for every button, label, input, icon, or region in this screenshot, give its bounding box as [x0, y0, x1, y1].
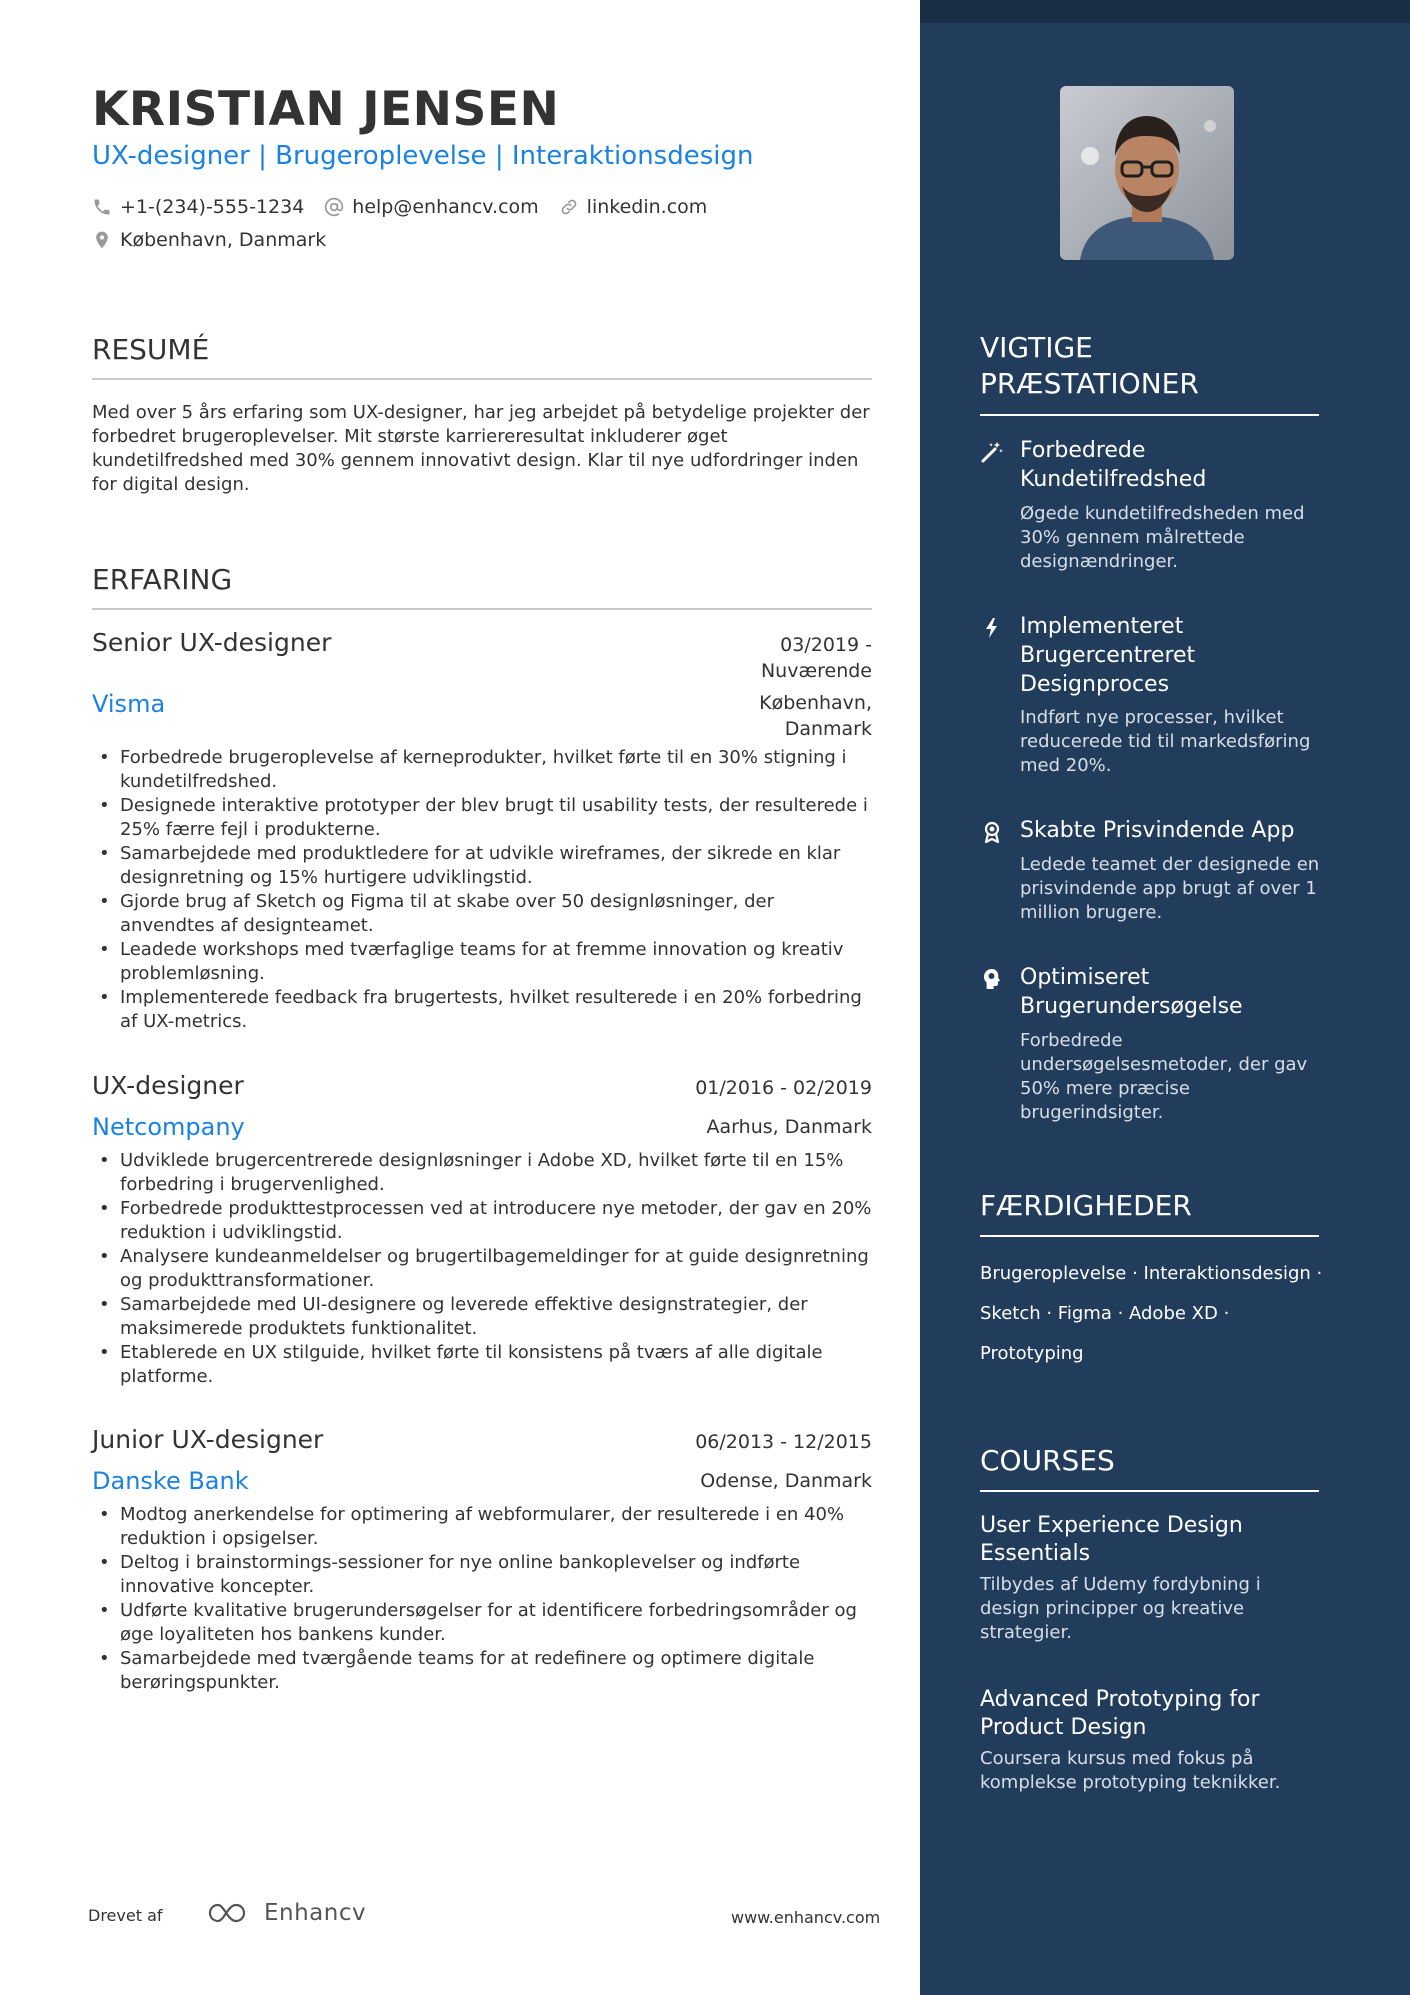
list-item: • Samarbejdede med tværgående teams for at redefinere og optimere digitale berøringspunkter. — [120, 1647, 872, 1695]
job-date: 01/2016 - 02/2019 — [695, 1077, 872, 1099]
map-pin-icon — [92, 230, 112, 250]
courses-heading: COURSES — [980, 1444, 1115, 1477]
job-title: Junior UX-designer — [92, 1425, 324, 1454]
job-bullets — [92, 746, 872, 1034]
list-item: • Etablerede en UX stilguide, hvilket førte til konsistens på tværs af alle digitale platforme. — [120, 1341, 872, 1389]
job-company: Visma — [92, 690, 166, 718]
list-item: • Samarbejdede med UI-designere og leverede effektive designstrategier, der maksimerede produktets funktionalitet. — [120, 1293, 872, 1341]
achievement-title: Optimiseret Brugerundersøgelse — [1020, 965, 1243, 1019]
achievement-title: Implementeret Brugercentreret Designproces — [1020, 614, 1196, 697]
job-date: 06/2013 - 12/2015 — [695, 1431, 872, 1453]
experience-heading: ERFARING — [92, 563, 233, 596]
email-text: help@enhancv.com — [352, 196, 539, 218]
at-sign-icon — [324, 197, 344, 217]
job-location: Aarhus, Danmark — [706, 1116, 872, 1138]
footer-url[interactable]: www.enhancv.com — [731, 1908, 881, 1927]
course-description: Tilbydes af Udemy fordybning i design principper og kreative strategier. — [980, 1574, 1261, 1643]
job-company: Netcompany — [92, 1113, 245, 1141]
achievements-divider — [980, 414, 1319, 416]
list-item: • Udviklede brugercentrerede designløsninger i Adobe XD, hvilket førte til en 15% forbedring i brugervenlighed. — [120, 1149, 872, 1197]
contact-linkedin[interactable] — [559, 196, 708, 218]
list-item: • Forbedrede produkttestprocessen ved at introducere nye metoder, der gav en 20% reduktion i udviklingstid. — [120, 1197, 872, 1245]
course-item — [980, 1686, 1300, 1795]
location-text: København, Danmark — [120, 229, 327, 251]
course-title: Advanced Prototyping for Product Design — [980, 1687, 1260, 1740]
courses-divider — [980, 1490, 1319, 1492]
footer-powered-by: Drevet af — [88, 1906, 163, 1925]
experience-divider — [92, 608, 872, 610]
contact-row-location — [92, 229, 346, 251]
skills-heading: FÆRDIGHEDER — [980, 1189, 1192, 1222]
skills-line: Sketch · Figma · Adobe XD · — [980, 1303, 1230, 1324]
achievement-description: Ledede teamet der designede en prisvindende app brugt af over 1 million brugere. — [1020, 854, 1320, 923]
summary-heading: RESUMÉ — [92, 333, 210, 366]
achievement-description: Øgede kundetilfredsheden med 30% gennem målrettede designændringer. — [1020, 503, 1305, 572]
list-item: • Leadede workshops med tværfaglige teams for at fremme innovation og kreativ problemløsning. — [120, 938, 872, 986]
achievement-title: Skabte Prisvindende App — [1020, 818, 1295, 843]
lightning-bolt-icon — [980, 616, 1004, 640]
list-item: • Udførte kvalitative brugerundersøgelser for at identificere forbedringsområder og øge loyaliteten hos bankens kunder. — [120, 1599, 872, 1647]
candidate-name: KRISTIAN JENSEN — [92, 82, 560, 137]
award-ribbon-icon — [980, 820, 1004, 844]
contact-email[interactable] — [324, 196, 538, 218]
sidebar-top-bar — [920, 0, 1410, 23]
list-item: • Analysere kundeanmeldelser og brugertilbagemeldinger for at guide designretning og produkttransformationer. — [120, 1245, 872, 1293]
linkedin-text: linkedin.com — [586, 196, 708, 218]
achievement-description: Forbedrede undersøgelsesmetoder, der gav 50% mere præcise brugerindsigter. — [1020, 1030, 1308, 1123]
achievement-title: Forbedrede Kundetilfredshed — [1020, 438, 1207, 492]
job-title: UX-designer — [92, 1071, 244, 1100]
avatar — [1060, 86, 1234, 260]
list-item: • Implementerede feedback fra brugertests, hvilket resulterede i en 20% forbedring af UX-metrics. — [120, 986, 872, 1034]
candidate-headline: UX-designer | Brugeroplevelse | Interaktionsdesign — [92, 141, 754, 171]
list-item: • Deltog i brainstormings-sessioner for nye online bankoplevelser og indførte innovative koncepter. — [120, 1551, 872, 1599]
job-title: Senior UX-designer — [92, 628, 332, 657]
job-company: Danske Bank — [92, 1467, 249, 1495]
skills-line: Prototyping — [980, 1343, 1084, 1364]
head-lightbulb-icon — [980, 967, 1004, 991]
list-item: • Designede interaktive prototyper der blev brugt til usability tests, der resulterede i 25% færre fejl i produkterne. — [120, 794, 872, 842]
link-icon — [559, 197, 579, 217]
skills-line: Brugeroplevelse · Interaktionsdesign · — [980, 1263, 1323, 1284]
phone-icon — [92, 197, 112, 217]
list-item: • Gjorde brug af Sketch og Figma til at skabe over 50 designløsninger, der anvendtes af designteamet. — [120, 890, 872, 938]
enhancv-logo-icon — [206, 1901, 254, 1925]
contact-phone — [92, 196, 304, 218]
job-bullets — [92, 1149, 872, 1389]
summary-text: Med over 5 års erfaring som UX-designer, har jeg arbejdet på betydelige projekter der forbedret brugeroplevelser. Mit største karriereresultat inkluderer øget kundetilfredshed med 30% gennem innovativt design. Klar til nye udfordringer inden for digital design. — [92, 402, 870, 495]
profile-photo — [1060, 86, 1234, 260]
achievement-description: Indført nye processer, hvilket reducerede tid til markedsføring med 20%. — [1020, 707, 1311, 776]
course-title: User Experience Design Essentials — [980, 1513, 1243, 1566]
job-location: København, Danmark — [759, 692, 872, 740]
course-item — [980, 1512, 1300, 1645]
course-description: Coursera kursus med fokus på komplekse prototyping teknikker. — [980, 1748, 1281, 1793]
skills-divider — [980, 1235, 1319, 1237]
job-bullets — [92, 1503, 872, 1695]
skills-list — [980, 1254, 1340, 1374]
contact-row — [92, 196, 727, 218]
list-item: • Samarbejdede med produktledere for at udvikle wireframes, der sikrede en klar designretning og 15% hurtigere udviklingstid. — [120, 842, 872, 890]
magic-wand-icon — [980, 440, 1004, 464]
phone-text: +1-(234)-555-1234 — [120, 196, 305, 218]
contact-location — [92, 229, 326, 251]
footer-logo-text: Enhancv — [264, 1900, 367, 1926]
list-item: • Modtog anerkendelse for optimering af webformularer, der resulterede i en 40% reduktion i opsigelser. — [120, 1503, 872, 1551]
job-location: Odense, Danmark — [700, 1470, 872, 1492]
achievements-heading: VIGTIGE PRÆSTATIONER — [980, 331, 1199, 400]
summary-divider — [92, 378, 872, 380]
footer-logo[interactable] — [206, 1900, 366, 1926]
job-date: 03/2019 - Nuværende — [760, 634, 872, 682]
list-item: • Forbedrede brugeroplevelse af kerneprodukter, hvilket førte til en 30% stigning i kundetilfredshed. — [120, 746, 872, 794]
